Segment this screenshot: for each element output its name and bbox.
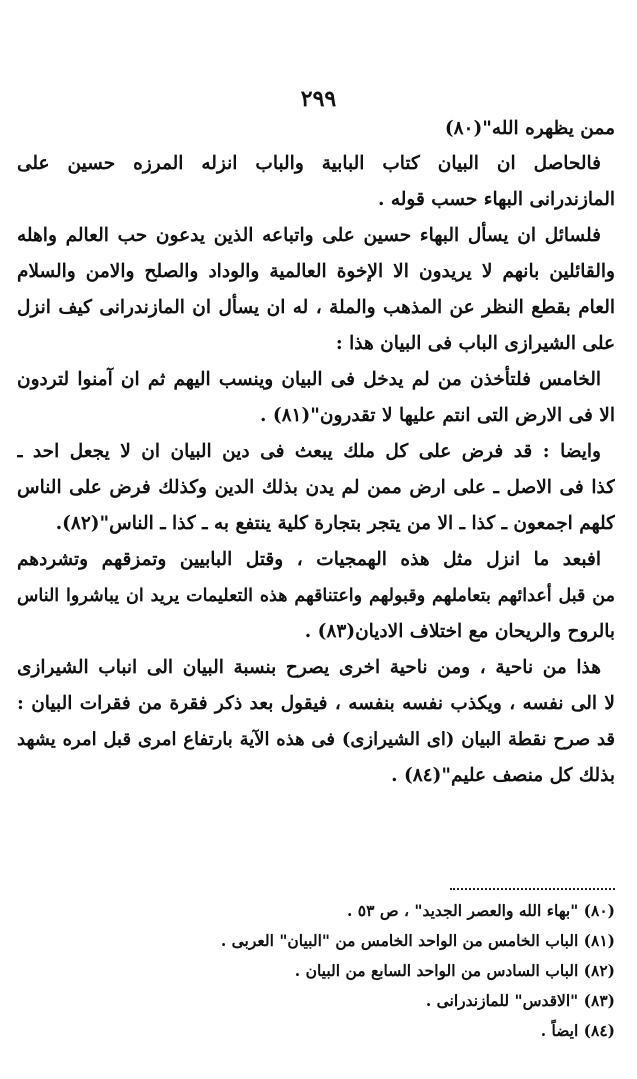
text-line: كلهم اجمعون ـ كذا ـ الا من يتجر بتجارة كلية ينتفع به ـ كذا ـ الناس"(٨٢).	[55, 513, 615, 534]
text-line: فلسائل ان يسأل البهاء حسين على واتباعه الذين يدعون حب العالم واهله	[17, 225, 601, 246]
footnote-separator	[450, 888, 615, 890]
text-line: المازندرانى البهاء حسب قوله .	[377, 189, 615, 210]
footnote: (٨٤) ايضاً .	[540, 1021, 615, 1040]
text-line: ممن يظهره الله"(٨٠)	[444, 118, 615, 139]
page-number: ٢٩٩	[300, 86, 337, 112]
text-line: هذا من ناحية ، ومن ناحية اخرى يصرح بنسبة البيان الى انباب الشيرازى	[17, 657, 601, 678]
text-line: افبعد ما انزل مثل هذه الهمجيات ، وقتل البابيين وتمزقهم وتشردهم	[17, 549, 601, 570]
text-line: الخامس فلتأخذن من لم يدخل فى البيان وينسب اليهم ثم ان آمنوا لتردون	[17, 369, 601, 390]
text-line: قد صرح نقطة البيان (اى الشيرازى) فى هذه الآية بارتفاع امرى قبل امره يشهد	[17, 729, 615, 750]
text-line: العام بقطع النظر عن المذهب والملة ، له ان يسأل ان المازندرانى كيف انزل	[17, 297, 615, 318]
text-line: بذلك كل منصف عليم"(٨٤) .	[391, 765, 615, 786]
footnote: (٨١) الباب الخامس من الواحد الخامس من "البيان" العربى .	[220, 931, 615, 950]
footnote: (٨٢) الباب السادس من الواحد السابع من البيان .	[294, 961, 615, 980]
footnote: (٨٣) "الاقدس" للمازندرانى .	[425, 991, 615, 1010]
footnotes	[17, 896, 615, 1046]
text-line: وايضا : قد فرض على كل ملك يبعث فى دين البيان ان لا يجعل احد ـ	[17, 441, 601, 462]
text-line: الا فى الارض التى انتم عليها لا تقدرون"(٨١) .	[259, 405, 615, 426]
body-text	[17, 112, 615, 794]
text-line: لا الى نفسه ، ويكذب نفسه بنفسه ، فيقول بعد ذكر فقرة من فقرات البيان :	[17, 693, 615, 714]
text-line: بالروح والريحان مع اختلاف الاديان(٨٣) .	[304, 621, 615, 642]
text-line: فالحاصل ان البيان كتاب البابية والباب انزله المرزه حسين على	[17, 153, 601, 174]
text-line: من قبل أعدائهم بتعاملهم وقبولهم واعتناقهم هذه التعليمات يريد ان يباشروا الناس	[17, 586, 615, 606]
text-line: على الشيرازى الباب فى البيان هذا :	[335, 333, 615, 354]
text-line: كذا فى الاصل ـ على ارض ممن لم يدن بذلك الدين وكذلك فرض على الناس	[17, 477, 615, 498]
text-line: والقائلين بانهم لا يريدون الا الإخوة العالمية والوداد والصلح والامن والسلام	[17, 261, 615, 282]
footnote: (٨٠) "بهاء الله والعصر الجديد" ، ص ٥٣ .	[347, 901, 615, 920]
